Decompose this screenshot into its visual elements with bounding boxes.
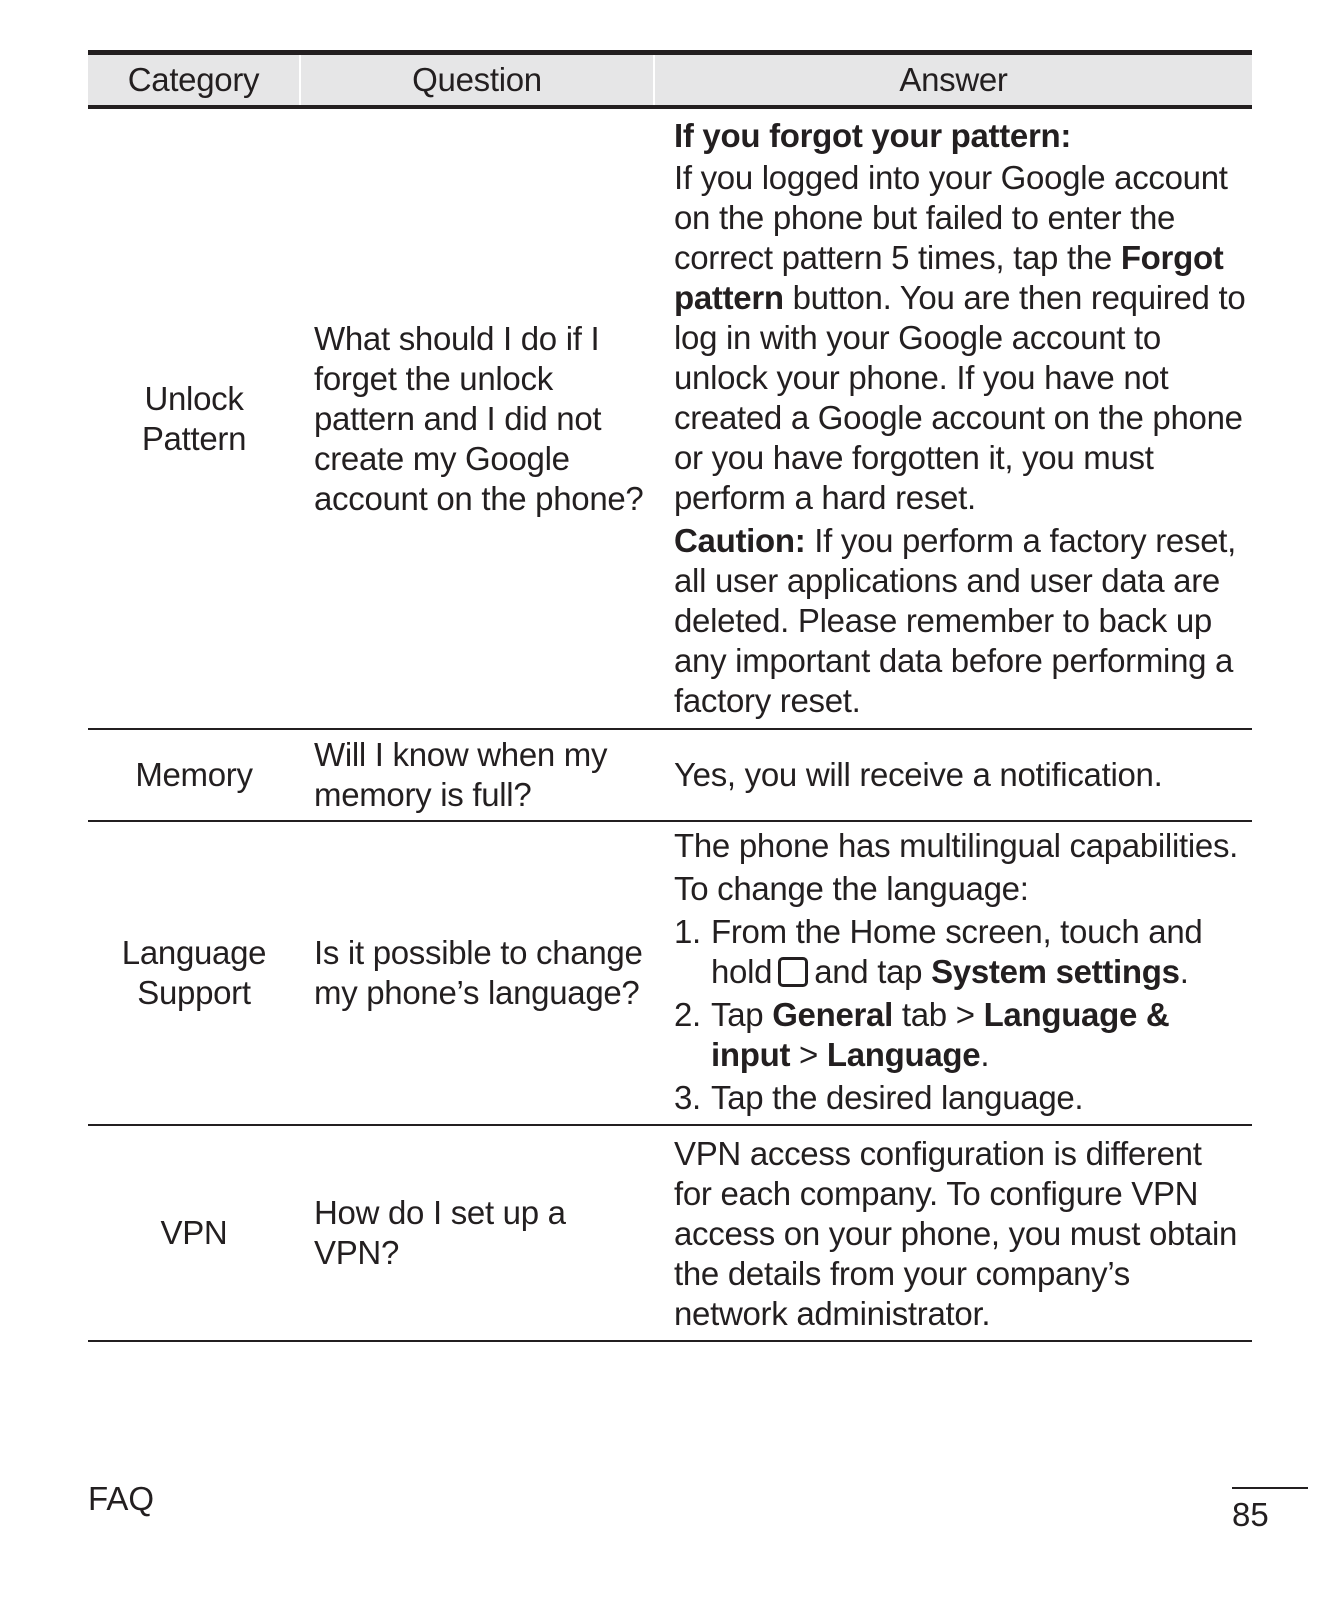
- home-button-icon: [778, 957, 808, 987]
- answer-intro: To change the language:: [674, 870, 1029, 907]
- answer-paragraph: [674, 158, 1246, 518]
- step-text-part: .: [980, 1036, 990, 1073]
- faq-table: [88, 50, 1252, 1342]
- step-text-part: >: [799, 1036, 818, 1073]
- answer-cell: [654, 821, 1252, 1125]
- question-cell: Will I know when my memory is full?: [300, 729, 654, 821]
- step-number: 1.: [674, 913, 701, 950]
- step-text: [711, 912, 1246, 992]
- table-row-vpn: [88, 1125, 1252, 1341]
- answer-text: If you logged into your Google account on the phone but failed to enter the correct pattern 5 times, tap the: [674, 159, 1228, 276]
- footer-section-label: FAQ: [88, 1480, 155, 1517]
- header-category: Category: [88, 53, 300, 108]
- step-text-part: From the Home screen, touch and hold: [711, 913, 1203, 990]
- step-1: [674, 912, 1246, 992]
- table-header-row: [88, 53, 1252, 108]
- step-number: 2.: [674, 996, 701, 1033]
- step-3: [674, 1078, 1246, 1118]
- header-answer: Answer: [654, 53, 1252, 108]
- step-text-part: tab >: [901, 996, 975, 1033]
- category-cell: VPN: [88, 1125, 300, 1341]
- answer-intro: The phone has multilingual capabilities.: [674, 827, 1239, 864]
- answer-cell: Yes, you will receive a notification.: [654, 729, 1252, 821]
- question-cell: What should I do if I forget the unlock pattern and I did not create my Google account on the phone?: [300, 107, 654, 729]
- answer-text: button. You are then required to log in with your Google account to unlock your phone. If you have not created a Google account on the phone or you have forgotten it, you must perform a hard reset.: [674, 279, 1246, 516]
- category-line: Support: [137, 974, 251, 1011]
- table-row-language-support: [88, 821, 1252, 1125]
- answer-cell: VPN access configuration is different for each company. To configure VPN access on your phone, you must obtain the details from your company’s network administrator.: [654, 1125, 1252, 1341]
- page-number-rule: [1232, 1487, 1308, 1489]
- category-cell: Memory: [88, 729, 300, 821]
- caution-paragraph: [674, 521, 1246, 721]
- question-cell: Is it possible to change my phone’s language?: [300, 821, 654, 1125]
- step-text: Tap the desired language.: [711, 1079, 1084, 1116]
- category-line: Pattern: [141, 419, 247, 457]
- step-text: [711, 995, 1246, 1075]
- step-text-part: Tap: [711, 996, 764, 1033]
- answer-cell: [654, 107, 1252, 729]
- step-text-part: and tap: [814, 953, 923, 990]
- forgot-pattern-label: Forgot pattern: [674, 239, 1224, 316]
- answer-heading: If you forgot your pattern:: [674, 117, 1072, 154]
- caution-label: Caution:: [674, 522, 806, 559]
- language-input-label: Language & input: [711, 996, 1170, 1073]
- step-text-part: .: [1179, 953, 1189, 990]
- page-number: 85: [1232, 1496, 1269, 1533]
- step-2: [674, 995, 1246, 1075]
- category-line: Language: [121, 934, 267, 971]
- table-row-unlock-pattern: [88, 107, 1252, 729]
- general-tab-label: General: [772, 996, 893, 1033]
- caution-text: If you perform a factory reset, all user applications and user data are deleted. Please remember to back up any important data before performing a factory reset.: [674, 522, 1236, 719]
- question-cell: How do I set up a VPN?: [300, 1125, 654, 1341]
- language-label: Language: [826, 1036, 981, 1073]
- system-settings-label: System settings: [931, 953, 1180, 990]
- category-cell: [88, 107, 300, 729]
- step-number: 3.: [674, 1079, 701, 1116]
- category-cell: [88, 821, 300, 1125]
- table-row-memory: [88, 729, 1252, 821]
- header-question: Question: [300, 53, 654, 108]
- category-line: Unlock: [144, 379, 244, 417]
